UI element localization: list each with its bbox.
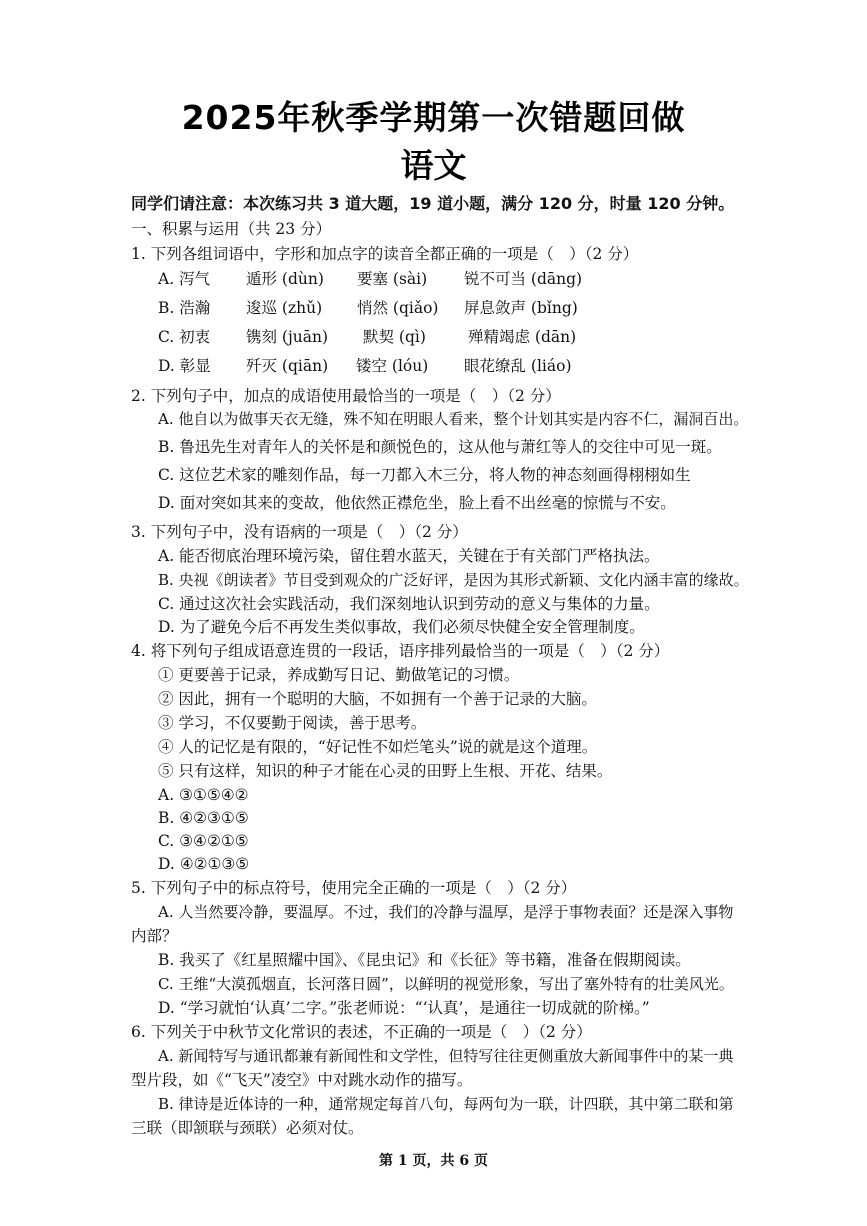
q6-option-a-cont: 型片段，如《“飞天”凌空》中对跳水动作的描写。 (131, 1071, 473, 1089)
q4-option-c: C. ③④②①⑤ (158, 832, 249, 850)
question-6-stem: 6. 下列关于中秋节文化常识的表述，不正确的一项是（ ）（2 分） (131, 1023, 592, 1041)
question-5-stem: 5. 下列句子中的标点符号，使用完全正确的一项是（ ）（2 分） (131, 879, 577, 897)
q1-a-word-3: 要塞 (sài) (357, 270, 428, 288)
subject-title: 语文 (400, 146, 467, 185)
q1-a-word-2: 遁形 (dùn) (246, 270, 324, 288)
question-2-stem: 2. 下列句子中，加点的成语使用最恰当的一项是（ ）（2 分） (131, 387, 561, 405)
q1-c-word-2: 镌刻 (juān) (246, 328, 329, 346)
q4-sentence-3: ③ 学习，不仅要勤于阅读，善于思考。 (158, 714, 427, 732)
q1-option-d (0, 355, 867, 377)
q1-b-word-1: B. 浩瀚 (158, 299, 211, 317)
q1-b-word-4: 屏息敛声 (bǐng) (464, 299, 578, 317)
q1-a-word-1: A. 泻气 (158, 270, 211, 288)
exam-title: 2025年秋季学期第一次错题回做 (181, 98, 686, 137)
q1-b-word-2: 逡巡 (zhǔ) (246, 299, 323, 317)
q3-option-c: C. 通过这次社会实践活动，我们深刻地认识到劳动的意义与集体的力量。 (158, 595, 660, 613)
q1-option-b (0, 297, 867, 319)
q1-c-word-1: C. 初衷 (158, 328, 211, 346)
q1-option-a (0, 268, 867, 290)
q4-sentence-4: ④ 人的记忆是有限的，“好记性不如烂笔头”说的就是这个道理。 (158, 738, 598, 756)
question-4-stem: 4. 将下列句子组成语意连贯的一段话，语序排列最恰当的一项是（ ）（2 分） (131, 642, 670, 660)
q5-option-b: B. 我买了《红星照耀中国》、《昆虫记》和《长征》等书籍，准备在假期阅读。 (158, 951, 691, 969)
q1-b-word-3: 悄然 (qiǎo) (357, 299, 439, 317)
q5-option-c: C. 王维“大漠孤烟直，长河落日圆”，以鲜明的视觉形象，写出了塞外特有的壮美风光。 (158, 975, 734, 993)
q4-sentence-5: ⑤ 只有这样，知识的种子才能在心灵的田野上生根、开花、结果。 (158, 762, 613, 780)
q1-option-c (0, 326, 867, 348)
q1-d-word-4: 眼花缭乱 (liáo) (464, 357, 572, 375)
q1-d-word-2: 歼灭 (qiān) (246, 357, 329, 375)
q1-d-word-3: 镂空 (lóu) (356, 357, 429, 375)
q1-a-word-4: 锐不可当 (dāng) (464, 270, 583, 288)
q2-option-a: A. 他自以为做事天衣无缝，殊不知在明眼人看来，整个计划其实是内容不仁，漏洞百出。 (158, 410, 749, 428)
q6-option-b-cont: 三联（即颔联与颈联）必须对仗。 (131, 1119, 364, 1137)
q1-d-word-1: D. 彰显 (158, 357, 211, 375)
page-footer: 第 1 页，共 6 页 (379, 1153, 488, 1169)
q1-c-word-4: 殚精竭虑 (dān) (468, 328, 577, 346)
question-3-stem: 3. 下列句子中，没有语病的一项是（ ）（2 分） (131, 523, 468, 541)
q2-option-b: B. 鲁迅先生对青年人的关怀是和颜悦色的，这从他与萧红等人的交往中可见一斑。 (158, 438, 722, 456)
q3-option-b: B. 央视《朗读者》节目受到观众的广泛好评，是因为其形式新颖、文化内涵丰富的缘故。 (158, 571, 749, 589)
q6-option-b: B. 律诗是近体诗的一种，通常规定每首八句，每两句为一联，计四联，其中第二联和第 (158, 1095, 734, 1113)
q4-option-d: D. ④②①③⑤ (158, 855, 250, 873)
q5-option-d: D. “学习就怕‘认真’二字。”张老师说：“‘认真’，是通往一切成就的阶梯。” (158, 999, 650, 1017)
notice-text: 同学们请注意：本次练习共 3 道大题，19 道小题，满分 120 分，时量 120 分钟。 (131, 194, 735, 213)
q4-sentence-1: ① 更要善于记录，养成勤写日记、勤做笔记的习惯。 (158, 666, 520, 684)
section-heading: 一、积累与运用（共 23 分） (131, 220, 332, 238)
q4-option-a: A. ③①⑤④② (158, 786, 249, 804)
q6-option-a: A. 新闻特写与通讯都兼有新闻性和文学性，但特写往往更侧重放大新闻事件中的某一典 (158, 1047, 734, 1065)
q1-c-word-3: 默契 (qì) (363, 328, 426, 346)
q3-option-d: D. 为了避免今后不再发生类似事故，我们必须尽快健全安全管理制度。 (158, 618, 645, 636)
q2-option-c: C. 这位艺术家的雕刻作品，每一刀都入木三分，将人物的神态刻画得栩栩如生 (158, 466, 691, 484)
q5-option-a-cont: 内部？ (131, 927, 178, 945)
q4-sentence-2: ② 因此，拥有一个聪明的大脑，不如拥有一个善于记录的大脑。 (158, 690, 597, 708)
question-1-stem: 1. 下列各组词语中，字形和加点字的读音全都正确的一项是（ ）（2 分） (131, 245, 639, 263)
q2-option-d: D. 面对突如其来的变故，他依然正襟危坐，脸上看不出丝毫的惊慌与不安。 (158, 494, 676, 512)
q3-option-a: A. 能否彻底治理环境污染，留住碧水蓝天，关键在于有关部门严格执法。 (158, 547, 660, 565)
q4-option-b: B. ④②③①⑤ (158, 809, 249, 827)
q5-option-a: A. 人当然要冷静，要温厚。不过，我们的冷静与温厚，是浮于事物表面？还是深入事物 (158, 903, 734, 921)
